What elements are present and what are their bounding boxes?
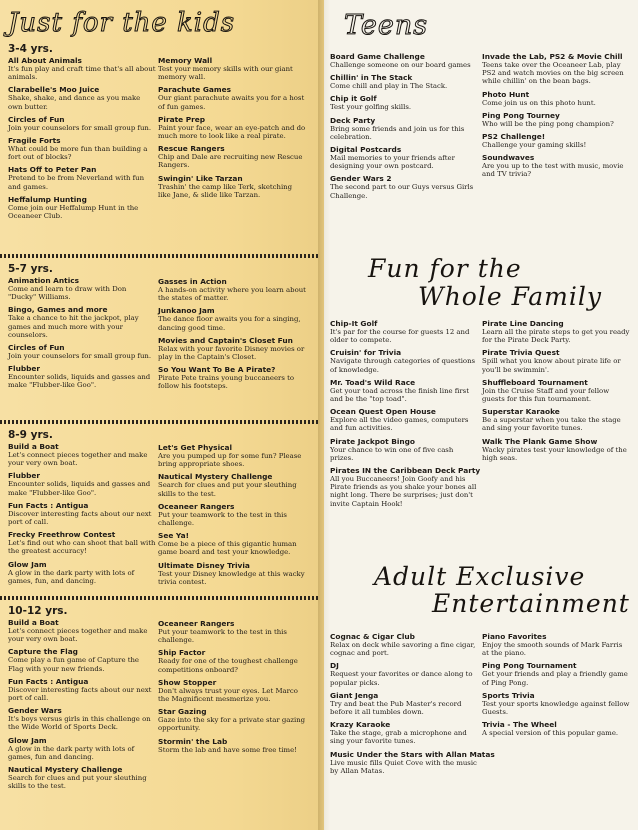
activity-title: Krazy Karaoke [330, 720, 391, 730]
activity-desc: Are you up to the test with music, movie and TV trivia? [482, 162, 624, 179]
activity-title: Capture the Flag [8, 647, 78, 657]
kids-5-7-col1 [8, 263, 156, 394]
activity [8, 165, 156, 190]
activity-title: Let's Get Physical [158, 443, 233, 452]
activity [8, 677, 156, 702]
activity-desc: Pretend to be from Neverland with fun and games. [8, 174, 145, 191]
activity-desc: Enjoy the smooth sounds of Mark Farris at the piano. [482, 641, 623, 658]
age-heading: 10-12 yrs. [8, 605, 68, 617]
activity-title: Frecky Freethrow Contest [8, 530, 116, 540]
activity-desc: Search for clues and put your sleuthing skills to the test. [158, 481, 297, 498]
activity [482, 691, 630, 716]
activity-desc: Navigate through categories of questions of knowledge. [330, 357, 476, 374]
activity [8, 442, 156, 467]
activity-desc: Teens take over the Oceaneer Lab, play PS2 and watch movies on the big screen while chillin' on the bean bags. [482, 61, 624, 86]
activity [8, 706, 156, 731]
activity [158, 531, 306, 556]
age-heading: 5-7 yrs. [8, 263, 53, 275]
activity-title: Oceaneer Rangers [158, 619, 235, 628]
activity [482, 348, 630, 373]
kids-10-12-col1 [8, 605, 156, 794]
activity-title: Ultimate Disney Trivia [158, 560, 250, 570]
activity [8, 560, 156, 585]
activity-title: Stormin' the Lab [158, 736, 228, 746]
activity-desc: Search for clues and put your sleuthing skills to the test. [8, 774, 147, 791]
activity-desc: Explore all the video games, computers and fun activities. [330, 416, 469, 433]
activity-title: Ping Pong Tournament [482, 661, 577, 671]
activity-title: Star Gazing [158, 707, 207, 717]
activity-title: Circles of Fun [8, 343, 65, 353]
activity-desc: Test your golfing skills. [330, 103, 412, 112]
activity-desc: Relax on deck while savoring a fine cigar, cognac and port. [330, 641, 476, 658]
activity-desc: Discover interesting facts about our next port of call. [8, 509, 152, 527]
teens-col2 [482, 52, 630, 183]
activity [330, 378, 478, 403]
activity [158, 56, 306, 81]
activity-title: Chip-It Golf [330, 319, 378, 328]
activity [482, 632, 630, 657]
activity-desc: Encounter solids, liquids and gasses and make "Flubber-like Goo". [8, 480, 151, 497]
activity [482, 720, 630, 737]
activity-title: Flubber [8, 471, 41, 481]
activity [158, 648, 306, 673]
activity-desc: The dance floor awaits you for a singing, dancing good time. [158, 315, 301, 332]
activity [158, 472, 306, 497]
activity-title: Nautical Mystery Challenge [8, 765, 123, 775]
activity-title: Glow Jam [8, 735, 47, 745]
activity-title: Pirates IN the Caribbean Deck Party [330, 466, 481, 476]
activity-desc: Let's find out who can shoot that ball with the greatest accuracy! [8, 539, 156, 556]
adult-title-line2: Entertainment [432, 589, 630, 618]
activity-title: Hats Off to Peter Pan [8, 165, 97, 175]
activity-title: Pirate Prep [158, 114, 206, 124]
activity [330, 720, 478, 745]
activity [8, 343, 156, 360]
activity-desc: The second part to our Guys versus Girls Challenge. [330, 183, 474, 200]
activity-desc: It's fun play and craft time that's all about animals. [8, 65, 156, 82]
activity-desc: Are you pumped up for some fun? Please bring appropriate shoes. [158, 452, 302, 469]
activity-title: Oceaneer Rangers [158, 501, 235, 511]
activity [158, 277, 306, 302]
activity-title: Fun Facts : Antigua [8, 500, 89, 510]
activity-title: Animation Antics [8, 276, 80, 285]
activity-desc: Shake, shake, and dance as you make own butter. [8, 94, 141, 111]
activity [330, 661, 478, 686]
separator-band [0, 420, 318, 424]
activity-desc: Come join us on this photo hunt. [482, 98, 596, 107]
activity [158, 144, 306, 169]
activity-desc: Chip and Dale are recruiting new Rescue Rangers. [158, 153, 303, 170]
activity-title: Trivia - The Wheel [482, 720, 557, 730]
activity-desc: Mail memories to your friends after designing your own postcard. [330, 154, 455, 171]
activity [482, 407, 630, 432]
activity [330, 348, 478, 373]
activity-title: Nautical Mystery Challenge [158, 472, 273, 482]
activity-title: Heffalump Hunting [8, 194, 87, 204]
activity-desc: Test your Disney knowledge at this wacky trivia contest. [158, 569, 305, 586]
activity-desc: Our giant parachute awaits you for a host of fun games. [158, 94, 305, 111]
activity-title: Cognac & Cigar Club [330, 632, 415, 641]
activity-desc: Encounter solids, liquids and gasses and make "Flubber-like Goo". [8, 373, 151, 390]
activity [482, 52, 630, 86]
activity [8, 364, 156, 389]
activity-desc: What could be more fun than building a fort out of blocks? [8, 145, 148, 162]
activity [8, 501, 156, 526]
activity [8, 736, 156, 761]
activity-title: DJ [330, 661, 339, 671]
activity [8, 85, 156, 110]
activity-desc: It's boys versus girls in this challenge on the Wide World of Sports Deck. [8, 715, 151, 732]
activity [482, 661, 630, 686]
kids-section-title: Just for the kids [8, 8, 236, 38]
activity [158, 174, 306, 199]
activity-desc: Challenge your gaming skills! [482, 141, 587, 150]
activity-title: Pirate Trivia Quest [482, 348, 560, 358]
activity-desc: Join your counselors for small group fun. [8, 352, 152, 361]
activity [482, 111, 630, 128]
age-heading: 3-4 yrs. [8, 43, 53, 55]
activity-title: Bingo, Games and more [8, 305, 108, 315]
activity-title: Invade the Lab, PS2 & Movie Chill [482, 52, 623, 61]
activity [330, 116, 478, 141]
activity-title: Movies and Captain's Closet Fun [158, 335, 293, 345]
activity-desc: Put your teamwork to the test in this challenge. [158, 510, 287, 528]
activity-desc: Discover interesting facts about our next port of call. [8, 685, 152, 703]
activity-title: Ship Factor [158, 648, 206, 658]
activity-title: Music Under the Stars with Allan Matas [330, 749, 495, 759]
activity-desc: Get your toad across the finish line first and be the "top toad". [330, 386, 469, 404]
activity-desc: Test your sports knowledge against fellow Guests. [482, 699, 630, 717]
activity-desc: Come play a fun game of Capture the Flag with your new friends. [8, 656, 139, 673]
family-title-line1: Fun for the [368, 254, 522, 283]
activity [158, 365, 306, 390]
activity-title: So You Want To Be A Pirate? [158, 365, 276, 375]
activity [8, 471, 156, 496]
activity-title: Sports Trivia [482, 690, 535, 700]
activity-desc: Be a superstar when you take the stage and sing your favorite tunes. [482, 416, 621, 433]
activity-desc: A glow in the dark party with lots of games, fun, and dancing. [8, 568, 135, 585]
activity-desc: Spill what you know about pirate life or you'll be swimmin'. [482, 357, 621, 374]
activity-desc: A glow in the dark party with lots of games, fun and dancing. [8, 744, 135, 761]
kids-3-4-col1 [8, 43, 156, 224]
activity [8, 115, 156, 132]
activity [330, 749, 495, 775]
separator-band [0, 596, 318, 600]
activity-desc: Paint your face, wear an eye-patch and do much more to look like a real pirate. [158, 123, 306, 141]
kids-8-9-col2 [158, 443, 306, 590]
kids-8-9-col1 [8, 429, 156, 589]
activity [330, 466, 481, 508]
activity [330, 73, 478, 90]
activity [482, 90, 630, 107]
activity [8, 136, 156, 161]
activity-desc: Request your favorites or dance along to popular picks. [330, 670, 473, 687]
teens-col1 [330, 52, 478, 204]
activity-title: Clarabelle's Moo Juice [8, 85, 100, 95]
activity-title: Pirate Line Dancing [482, 319, 564, 328]
activity-desc: Gaze into the sky for a private star gazing opportunity. [158, 716, 306, 733]
activity-title: Photo Hunt [482, 89, 530, 99]
activity [158, 707, 306, 732]
activity-desc: Challenge someone on our board games [330, 61, 471, 69]
activity [158, 561, 306, 586]
activity-title: Shuffleboard Tournament [482, 377, 588, 387]
activity-title: See Ya! [158, 531, 189, 541]
activity-title: Swingin' Like Tarzan [158, 173, 243, 183]
activity-title: Glow Jam [8, 559, 47, 569]
activity-desc: Try and beat the Pub Master's record before it all tumbles down. [330, 699, 462, 717]
adult-col2 [482, 632, 630, 741]
activity [158, 443, 306, 468]
activity-title: Gender Wars 2 [330, 174, 392, 184]
activity-desc: Test your memory skills with our giant memory wall. [158, 65, 293, 82]
activity-title: Ocean Quest Open House [330, 407, 436, 417]
activity-desc: Storm the lab and have some free time! [158, 745, 297, 754]
activity-title: Ping Pong Tourney [482, 110, 560, 120]
activity-title: Rescue Rangers [158, 144, 225, 154]
activity-title: Show Stopper [158, 677, 217, 687]
activity-desc: Pirate Pete trains young buccaneers to follow his footsteps. [158, 374, 294, 391]
activity-title: Gender Wars [8, 706, 62, 716]
activity-desc: Come join our Heffalump Hunt in the Oceaneer Club. [8, 203, 139, 221]
activity-desc: Your chance to win one of five cash prizes. [330, 445, 454, 462]
activity-title: Giant Jenga [330, 690, 379, 700]
activity-title: Fragile Forts [8, 136, 61, 146]
activity-desc: Wacky pirates test your knowledge of the high seas. [482, 445, 627, 462]
teens-section-title: Teens [344, 10, 429, 41]
activity-title: Parachute Games [158, 85, 232, 95]
activity-desc: Let's connect pieces together and make your very own boat. [8, 627, 148, 644]
adult-col1 [330, 632, 495, 779]
activity [482, 153, 630, 178]
activity [482, 132, 630, 149]
activity [482, 378, 630, 403]
activity [158, 85, 306, 110]
activity [330, 407, 478, 432]
activity-title: Cruisin' for Trivia [330, 348, 402, 358]
activity [158, 737, 306, 754]
activity [330, 632, 478, 657]
activity [330, 319, 478, 344]
activity-title: Flubber [8, 364, 41, 374]
activity [8, 618, 156, 643]
activity-title: Digital Postcards [330, 145, 402, 155]
activity-desc: Let's connect pieces together and make your very own boat. [8, 451, 148, 468]
activity-title: Soundwaves [482, 153, 535, 163]
activity [330, 437, 478, 462]
activity-desc: Take a chance to hit the jackpot, play games and much more with your counselors. [8, 314, 139, 339]
activity-title: Pirate Jackpot Bingo [330, 436, 416, 446]
activity-desc: Put your teamwork to the test in this challenge. [158, 628, 287, 645]
activity-title: Gasses in Action [158, 277, 227, 286]
activity-title: Chillin' in The Stack [330, 73, 413, 83]
activity [8, 195, 156, 220]
activity-desc: Don't always trust your eyes. Let Marco the Magnificent mesmerize you. [158, 686, 298, 704]
activity [158, 678, 306, 703]
activity-title: Deck Party [330, 115, 376, 125]
activity-desc: Relax with your favorite Disney movies or play in the Captain's Closet. [158, 344, 305, 362]
activity-desc: Join your counselors for small group fun. [8, 123, 152, 132]
activity [158, 336, 306, 361]
activity [8, 765, 156, 790]
activity-desc: Ready for one of the toughest challenge competitions onboard? [158, 657, 298, 674]
activity [330, 145, 478, 170]
adult-title-line1: Adult Exclusive [374, 562, 586, 591]
activity-title: Chip it Golf [330, 94, 377, 104]
activity-desc: It's par for the course for guests 12 and older to compete. [330, 328, 470, 345]
activity-desc: Come and learn to draw with Don "Ducky" Williams. [8, 285, 127, 302]
activity-title: Build a Boat [8, 618, 59, 627]
activity [330, 94, 478, 111]
family-col1 [330, 319, 481, 512]
activity [330, 52, 478, 69]
activity [8, 305, 156, 339]
activity [482, 319, 630, 344]
activity [330, 174, 478, 199]
activity-desc: Join the Cruise Staff and your fellow guests for this fun tournament. [482, 386, 610, 404]
activity [158, 115, 306, 140]
activity-desc: Take the stage, grab a microphone and sing your favorite tunes. [330, 729, 467, 746]
activity [8, 56, 156, 81]
activity-desc: Learn all the pirate steps to get you ready for the Pirate Deck Party. [482, 328, 630, 345]
page-gutter [318, 0, 330, 830]
activity [8, 647, 156, 672]
activity-title: Circles of Fun [8, 114, 65, 124]
activity-title: Memory Wall [158, 56, 213, 65]
separator-band [0, 254, 318, 258]
activity-desc: Come chill and play in The Stack. [330, 82, 448, 91]
family-col2 [482, 319, 630, 466]
activity-title: Walk The Plank Game Show [482, 436, 598, 446]
activity-title: Build a Boat [8, 442, 59, 451]
family-title-line2: Whole Family [418, 282, 602, 311]
activity [8, 530, 156, 555]
activity-title: PS2 Challenge! [482, 132, 546, 142]
activity-title: Fun Facts : Antigua [8, 676, 89, 686]
activity [158, 502, 306, 527]
age-heading: 8-9 yrs. [8, 429, 53, 441]
activity-title: Piano Favorites [482, 632, 547, 641]
activity-desc: A special version of this popular game. [482, 729, 619, 738]
activity-desc: Come be a piece of this gigantic human game board and test your knowledge. [158, 540, 297, 557]
activity-title: Mr. Toad's Wild Race [330, 377, 416, 387]
activity-desc: All you Buccaneers! Join Goofy and his Pirate friends as you shake your bones all night long. There be surprises; just don't invite Captain Hook! [330, 475, 477, 508]
activity [158, 306, 306, 331]
activity-desc: Bring some friends and join us for this celebration. [330, 124, 465, 141]
activity [8, 276, 156, 301]
activity [330, 691, 478, 716]
kids-5-7-col2 [158, 277, 306, 395]
activity-desc: Trashin' the camp like Terk, sketching like Jane, & slide like Tarzan. [158, 182, 293, 199]
activity-desc: Get your friends and play a friendly game of Ping Pong. [482, 670, 628, 687]
activity-title: Board Game Challenge [330, 52, 425, 61]
activity [158, 619, 306, 644]
activity-desc: A hands-on activity where you learn about the states of matter. [158, 286, 306, 303]
activity-desc: Who will be the ping pong champion? [482, 119, 614, 128]
kids-3-4-col2 [158, 56, 306, 203]
activity-title: Superstar Karaoke [482, 407, 560, 417]
activity-title: All About Animals [8, 56, 82, 65]
activity-title: Junkanoo Jam [158, 306, 215, 316]
activity [482, 437, 630, 462]
activity-desc: Live music fills Quiet Cove with the music by Allan Matas. [330, 758, 477, 775]
kids-10-12-col2 [158, 619, 306, 758]
